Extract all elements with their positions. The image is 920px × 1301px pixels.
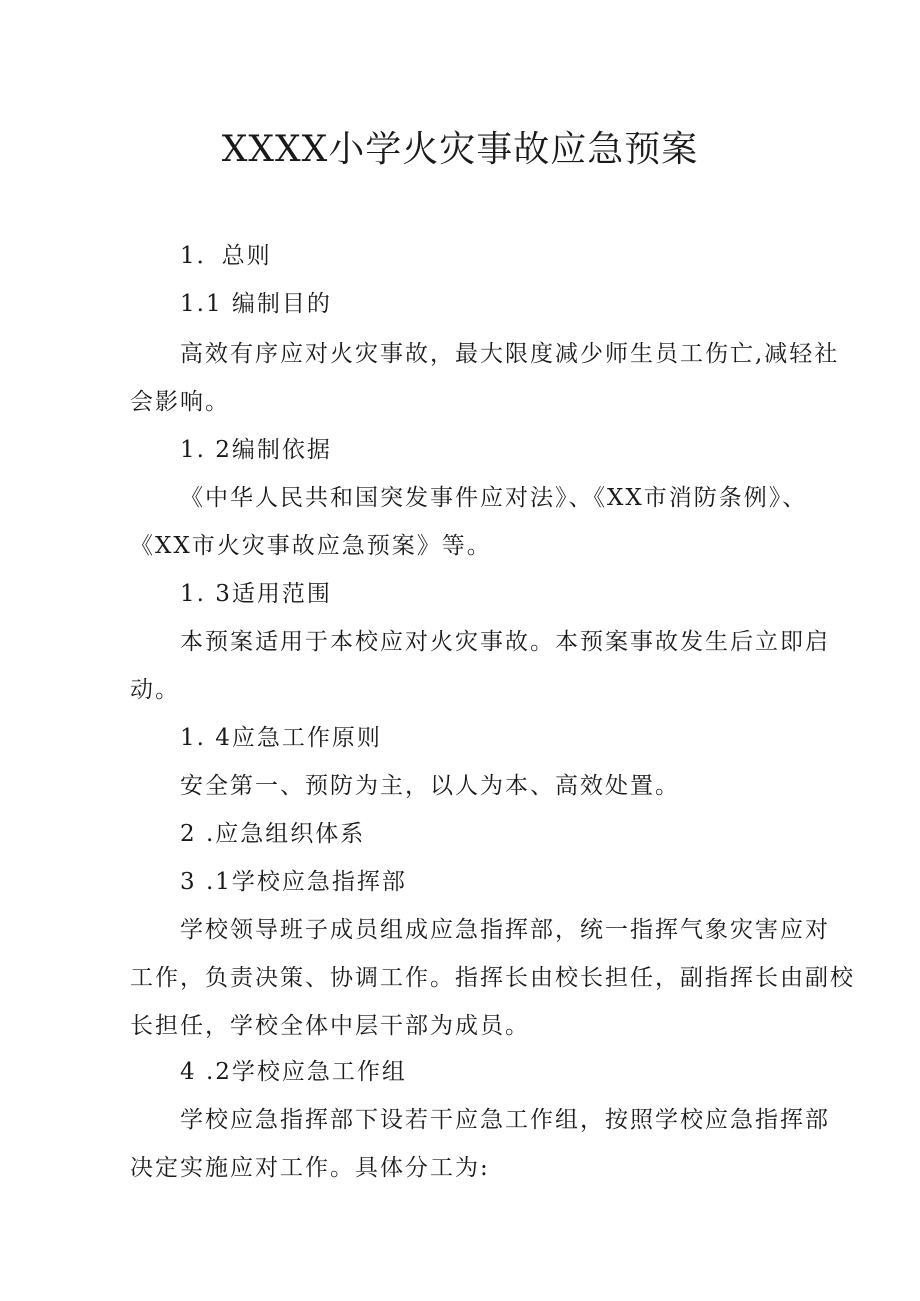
heading-principles: 1. 4应急工作原则 [180,725,382,751]
heading-command: 3 .1学校应急指挥部 [180,869,407,895]
paragraph-line: 安全第一、预防为主，以人为本、高效处置。 [180,773,680,799]
paragraph-line: 学校领导班子成员组成应急指挥部，统一指挥气象灾害应对 [180,917,830,943]
heading-scope: 1. 3适用范围 [180,581,332,607]
heading-general: 1．总则 [180,243,272,269]
paragraph-line: 《XX市火灾事故应急预案》等。 [130,533,492,559]
paragraph-line: 本预案适用于本校应对火灾事故。本预案事故发生后立即启 [180,629,830,655]
heading-purpose: 1.1 编制目的 [180,291,332,317]
paragraph-line: 动。 [130,677,180,703]
paragraph-line: 会影响。 [130,389,230,415]
paragraph-line: 工作，负责决策、协调工作。指挥长由校长担任，副指挥长由副校 [130,965,855,991]
paragraph-line: 学校应急指挥部下设若干应急工作组，按照学校应急指挥部 [180,1107,830,1133]
paragraph-line: 高效有序应对火灾事故，最大限度减少师生员工伤亡,减轻社 [180,341,840,367]
heading-basis: 1. 2编制依据 [180,437,332,463]
paragraph-line: 《中华人民共和国突发事件应对法》、《XX市消防条例》、 [180,485,808,511]
paragraph-line: 决定实施应对工作。具体分工为: [130,1155,490,1181]
heading-organization: 2 .应急组织体系 [180,821,366,847]
document-title: XXXX小学火灾事故应急预案 [221,129,699,170]
paragraph-line: 长担任，学校全体中层干部为成员。 [130,1013,530,1039]
heading-workgroup: 4 .2学校应急工作组 [180,1059,407,1085]
